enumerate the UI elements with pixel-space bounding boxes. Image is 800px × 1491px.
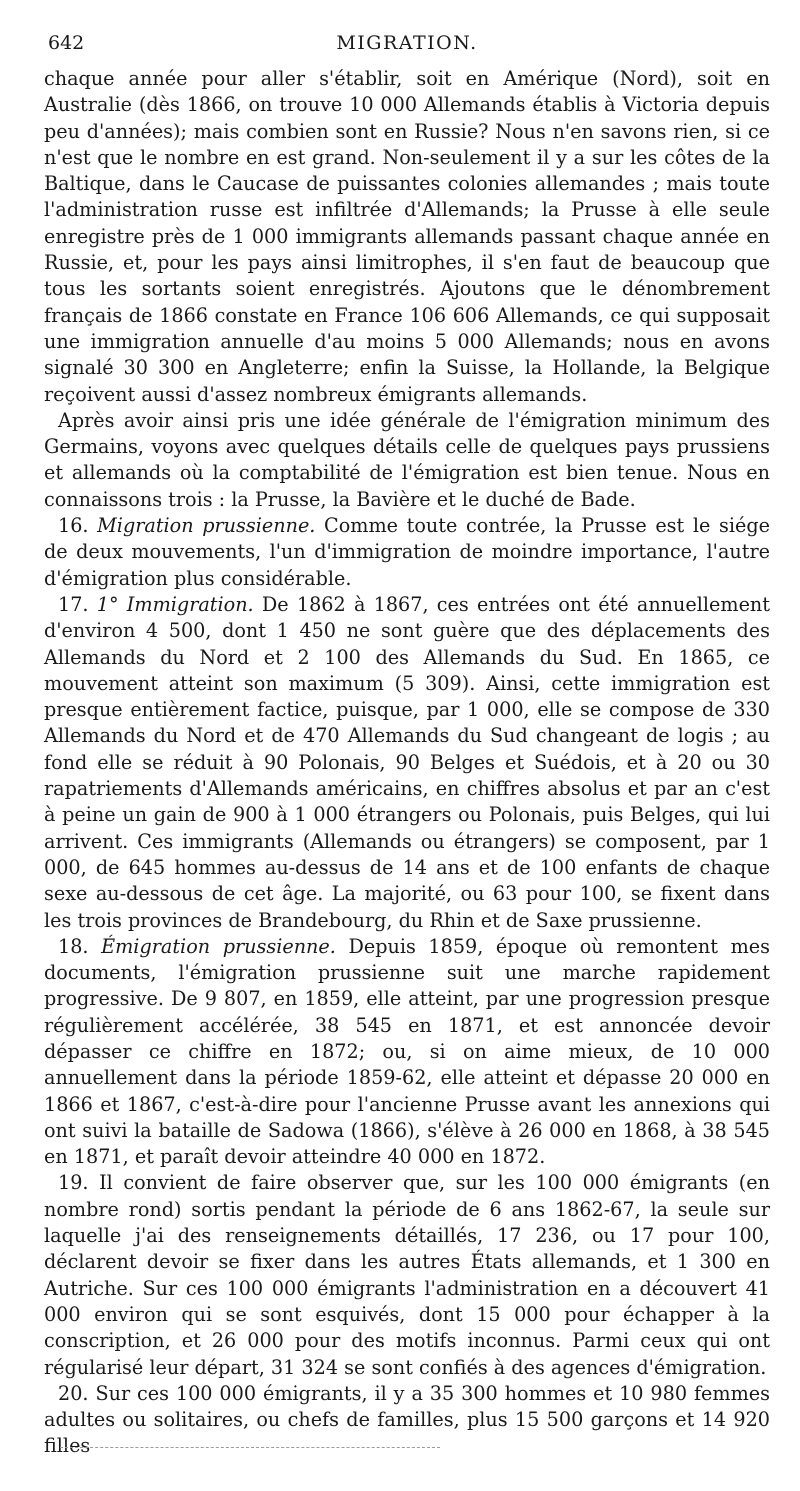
paragraph-20: 20. Sur ces 100 000 émigrants, il y a 35 300 hommes et 10 980 femmes adultes ou solitaires, ou chefs de familles, plus 15 500 garçons et 14 920 filles bbox=[44, 1381, 770, 1458]
paragraph-16: 16. Migration prussienne. Comme toute contrée, la Prusse est le siége de deux mouvements, l'un d'immigration de moindre importance, l'autre d'émigration plus considérable. bbox=[44, 514, 770, 590]
section-number: 18. bbox=[58, 934, 89, 958]
paragraph-germains: Après avoir ainsi pris une idée générale de l'émigration minimum des Germains, voyons avec quelques détails celle de quelques pays prussiens et allemands où la comptabilité de l'émigration est bien tenue. Nous en connaissons trois : la Prusse, la Bavière et le duché de Bade. bbox=[44, 408, 770, 511]
section-number: 16. bbox=[58, 514, 89, 538]
section-title: Migration prussienne. bbox=[97, 514, 316, 538]
section-number: 19. bbox=[58, 1171, 89, 1195]
page-number: 642 bbox=[48, 32, 85, 54]
footer-rule bbox=[60, 1447, 440, 1448]
page-header bbox=[44, 32, 770, 66]
running-title: MIGRATION. bbox=[336, 32, 478, 54]
section-title: 1° Immigration. bbox=[96, 592, 254, 616]
paragraph-17: 17. 1° Immigration. De 1862 à 1867, ces entrées ont été annuellement d'environ 4 500, dont 1 450 ne sont guère que des déplacements des Allemands du Nord et 2 100 des Allemands du Sud. En 1865, ce mouvement atteint son maximum (5 309). Ainsi, cette immigration est presque entièrement factice, puisque, par 1 000, elle se compose de 330 Allemands du Nord et de 470 Allemands du Sud changeant de logis ; au fond elle se réduit à 90 Polonais, 90 Belges et Suédois, et à 20 ou 30 rapatriements d'Allemands américains, en chiffres absolus et par an c'est à peine un gain de 900 à 1 000 étrangers ou Polonais, puis Belges, qui lui arrivent. Ces immigrants (Allemands ou étrangers) se composent, par 1 000, de 645 hommes au-dessus de 14 ans et de 100 enfants de chaque sexe au-dessous de cet âge. La majorité, ou 63 pour 100, se fixent dans les trois provinces de Brandebourg, du Rhin et de Saxe prussienne. bbox=[44, 592, 770, 932]
body-text bbox=[44, 66, 770, 1460]
paragraph-intro: chaque année pour aller s'établir, soit en Amérique (Nord), soit en Australie (dès 1866, on trouve 10 000 Allemands établis à Victoria depuis peu d'années); mais combien sont en Russie? Nous n'en savons rien, si ce n'est que le nombre en est grand. Non-seulement il y a sur les côtes de la Baltique, dans le Caucase de puissantes colonies allemandes ; mais toute l'administration russe est infiltrée d'Allemands; la Prusse à elle seule enregistre près de 1 000 immigrants allemands passant chaque année en Russie, et, pour les pays ainsi limitrophes, il s'en faut de beaucoup que tous les sortants soient enregistrés. Ajoutons que le dénombrement français de 1866 constate en France 106 606 Allemands, ce qui supposait une immigration annuelle d'au moins 5 000 Allemands; nous en avons signalé 30 300 en Angleterre; enfin la Suisse, la Hollande, la Belgique reçoivent aussi d'assez nombreux émigrants allemands. bbox=[44, 67, 770, 406]
section-number: 17. bbox=[58, 592, 89, 616]
document-page bbox=[44, 32, 770, 1460]
section-number: 20. bbox=[58, 1381, 89, 1405]
paragraph-19: 19. Il convient de faire observer que, sur les 100 000 émigrants (en nombre rond) sortis pendant la période de 6 ans 1862-67, la seule sur laquelle j'ai des renseignements détaillés, 17 236, ou 17 pour 100, déclarent devoir se fixer dans les autres États allemands, et 1 300 en Autriche. Sur ces 100 000 émigrants l'administration en a découvert 41 000 environ qui se sont esquivés, dont 15 000 pour échapper à la conscription, et 26 000 pour des motifs inconnus. Parmi ceux qui ont régularisé leur départ, 31 324 se sont confiés à des agences d'émigration. bbox=[44, 1171, 770, 1379]
paragraph-18: 18. Émigration prussienne. Depuis 1859, époque où remontent mes documents, l'émigration prussienne suit une marche rapidement progressive. De 9 807, en 1859, elle atteint, par une progression presque régulièrement accélérée, 38 545 en 1871, et est annoncée devoir dépasser ce chiffre en 1872; ou, si on aime mieux, de 10 000 annuellement dans la période 1859-62, elle atteint et dépasse 20 000 en 1866 et 1867, c'est-à-dire pour l'ancienne Prusse avant les annexions qui ont suivi la bataille de Sadowa (1866), s'élève à 26 000 en 1868, à 38 545 en 1871, et paraît devoir atteindre 40 000 en 1872. bbox=[44, 934, 770, 1169]
section-title: Émigration prussienne. bbox=[101, 934, 336, 958]
